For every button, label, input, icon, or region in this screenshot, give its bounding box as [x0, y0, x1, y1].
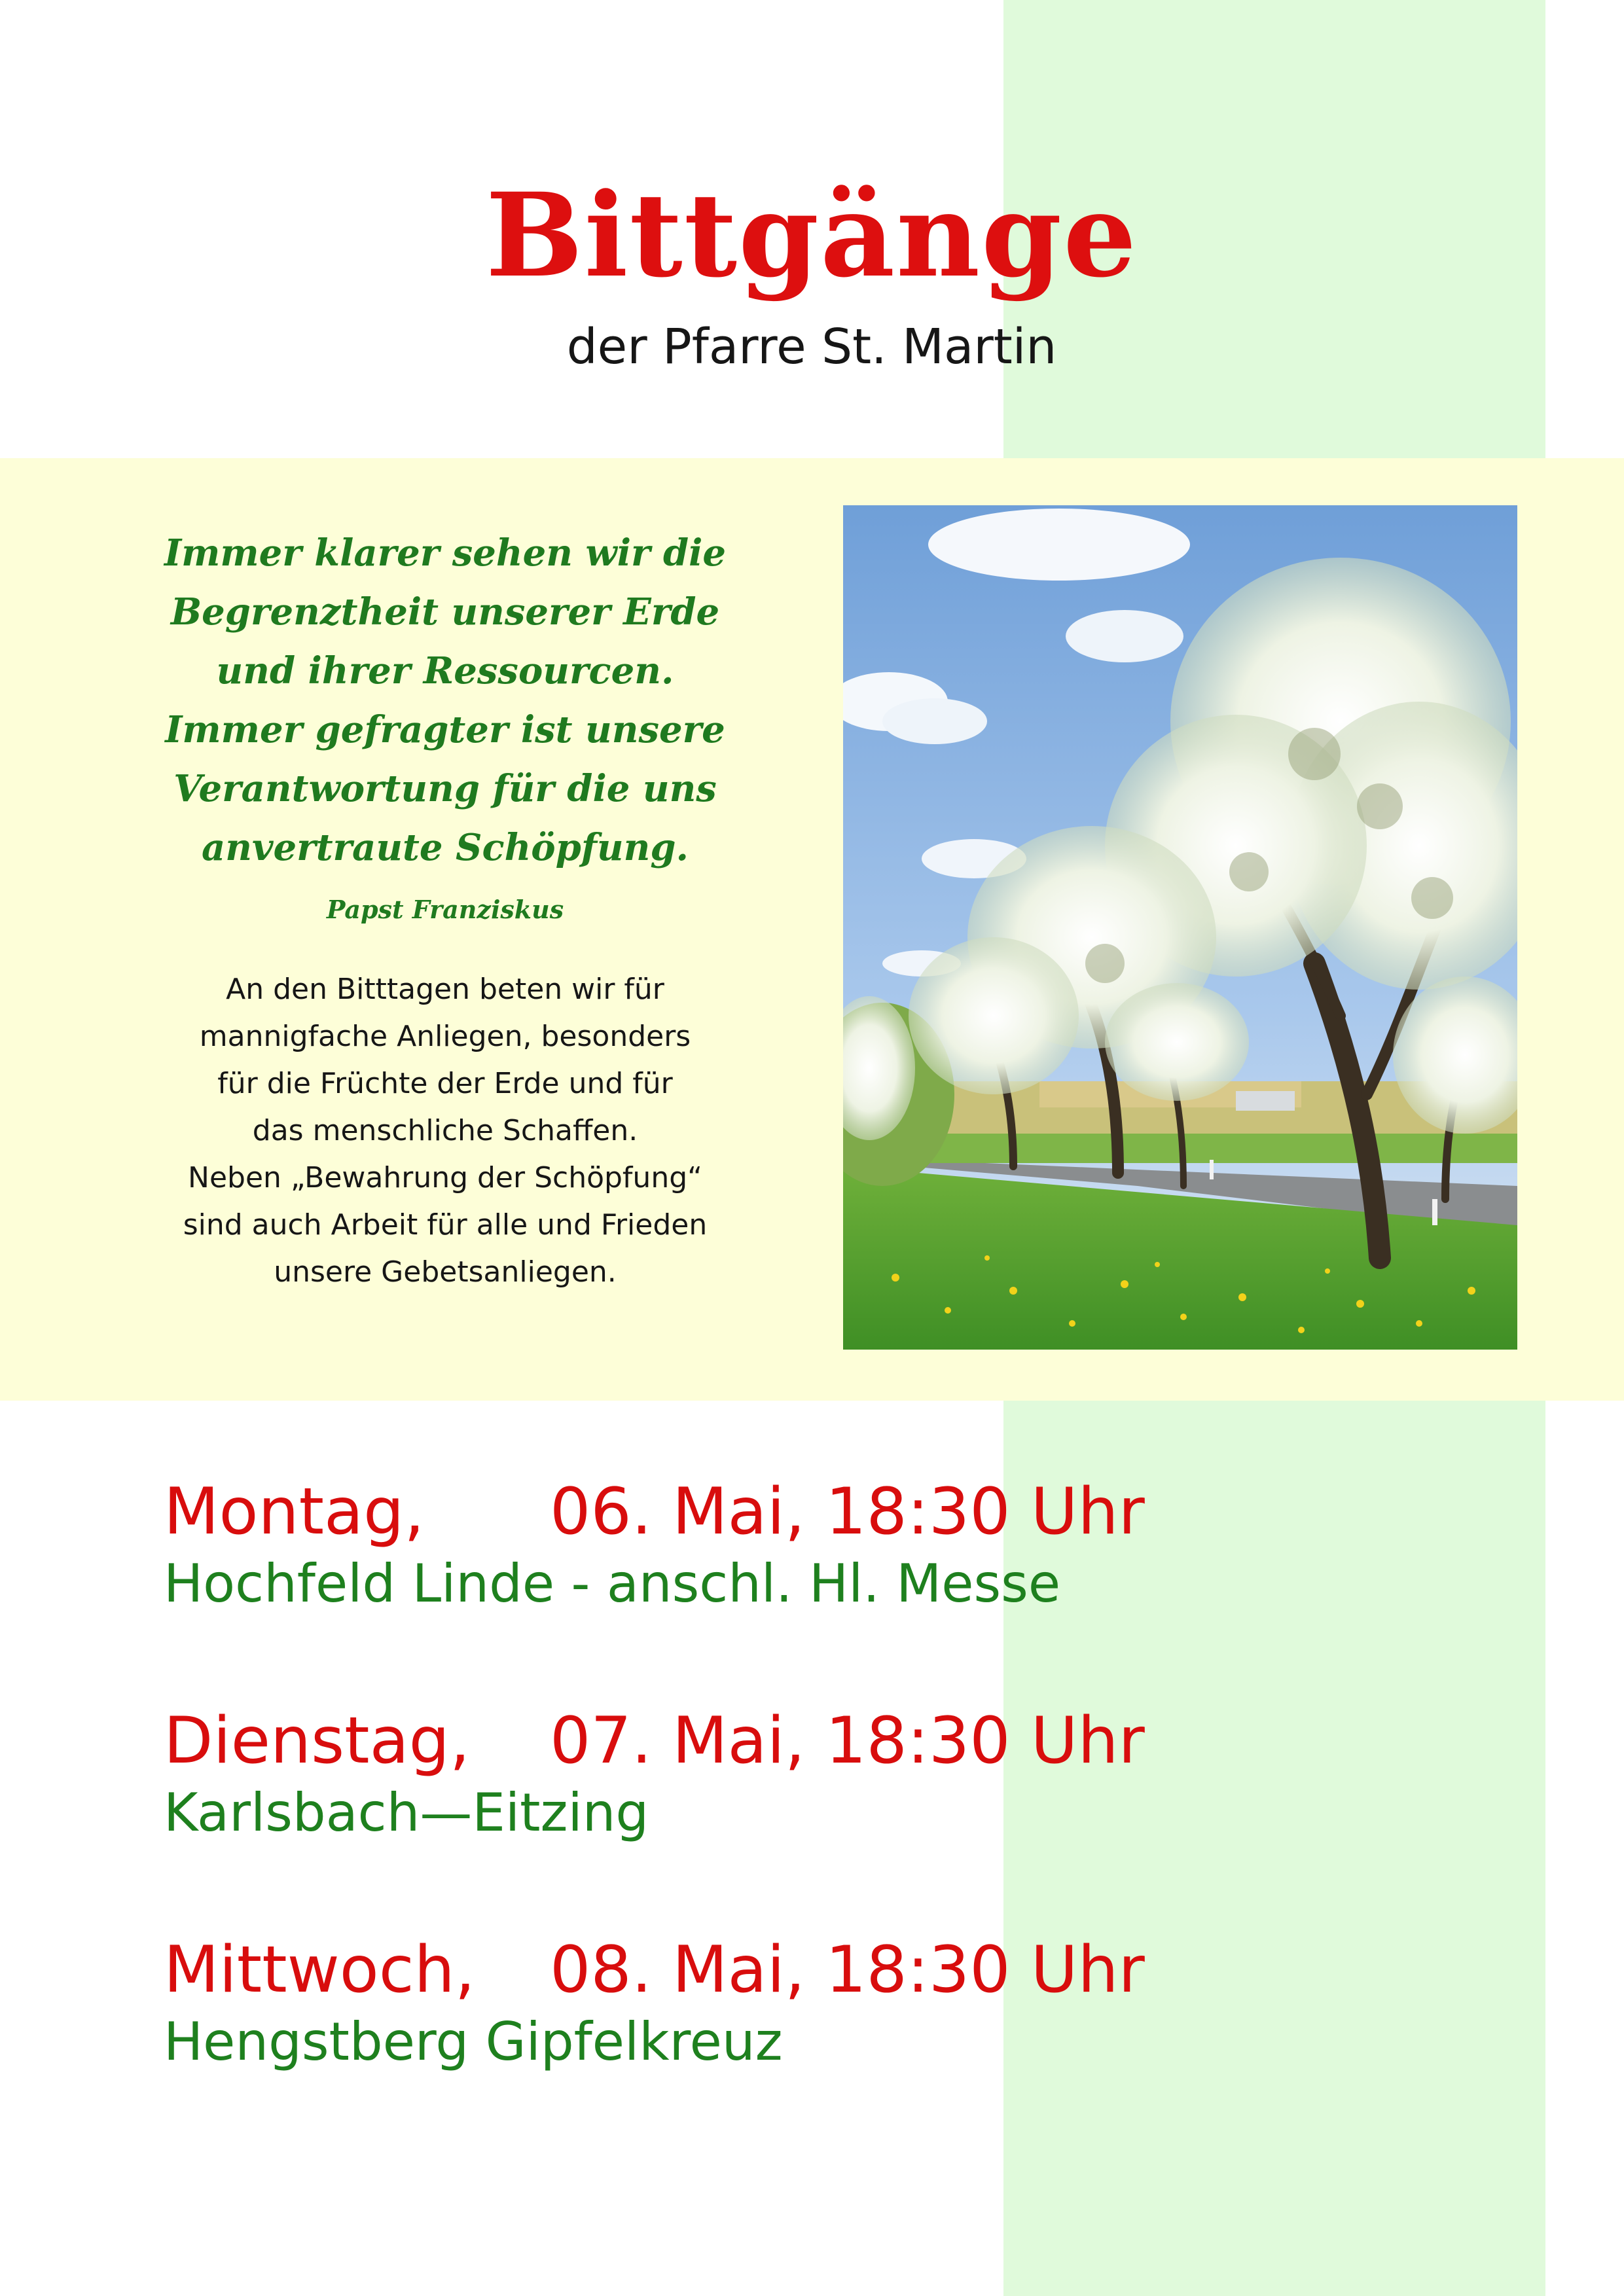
intro-line: An den Bitttagen beten wir für: [226, 973, 664, 1006]
event-mittwoch: [164, 1931, 1276, 2075]
page-title: Bittgänge: [485, 168, 1138, 303]
event-header: [164, 1931, 1276, 2009]
intro-line: das menschliche Schaffen.: [252, 1114, 638, 1147]
event-place: Karlsbach—Eitzing: [164, 1782, 649, 1843]
intro-line: unsere Gebetsanliegen.: [274, 1255, 617, 1289]
event-date: 06. Mai, 18:30 Uhr: [550, 1475, 1145, 1549]
quote-line: Immer klarer sehen wir die: [164, 531, 727, 575]
event-date: 07. Mai, 18:30 Uhr: [550, 1704, 1145, 1778]
event-header: [164, 1473, 1276, 1551]
event-day: Dienstag,: [164, 1704, 470, 1778]
event-day: Montag,: [164, 1475, 425, 1549]
quote-author: Papst Franziskus: [326, 895, 564, 924]
intro-line: sind auch Arbeit für alle und Frieden: [183, 1208, 708, 1242]
quote-line: Begrenztheit unserer Erde: [170, 590, 720, 634]
blossoming-trees-photo: [843, 505, 1517, 1350]
event-place: Hochfeld Linde - anschl. Hl. Messe: [164, 1553, 1061, 1614]
intro-paragraph: [131, 966, 759, 1296]
event-place: Hengstberg Gipfelkreuz: [164, 2011, 783, 2072]
intro-line: für die Früchte der Erde und für: [217, 1067, 673, 1100]
intro-line: mannigfache Anliegen, besonders: [199, 1020, 691, 1053]
quote-line: Verantwortung für die uns: [173, 767, 717, 810]
page-subtitle: der Pfarre St. Martin: [566, 319, 1057, 375]
event-header: [164, 1702, 1276, 1780]
event-montag: [164, 1473, 1276, 1617]
event-dienstag: [164, 1702, 1276, 1846]
quote-line: und ihrer Ressourcen.: [216, 649, 674, 692]
event-day: Mittwoch,: [164, 1933, 475, 2007]
quote-line: Immer gefragter ist unsere: [165, 708, 725, 751]
quote-block: [131, 524, 759, 877]
quote-line: anvertraute Schöpfung.: [202, 826, 689, 869]
event-date: 08. Mai, 18:30 Uhr: [550, 1933, 1145, 2007]
intro-line: Neben „Bewahrung der Schöpfung“: [188, 1161, 702, 1194]
